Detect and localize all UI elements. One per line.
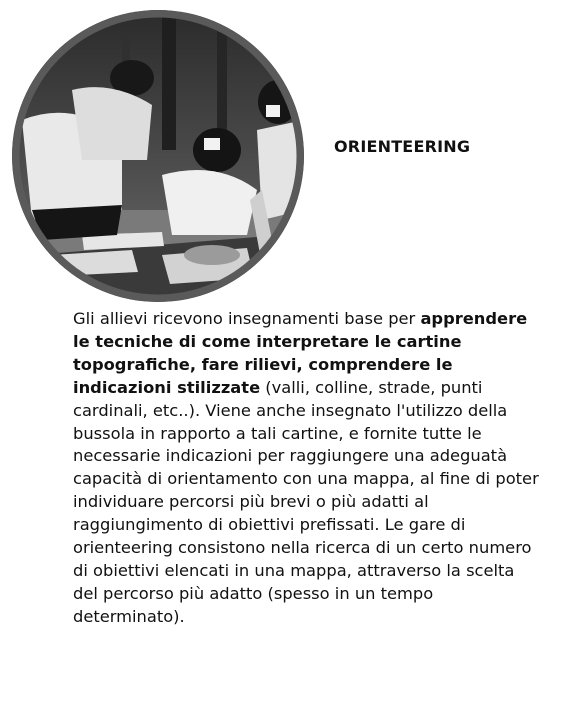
description-paragraph (73, 308, 543, 629)
description-bold: apprendere le tecniche di come interpretare le cartine topografiche, fare rilievi, comprendere le indicazioni stilizzate (73, 309, 528, 397)
orienteering-photo-image (12, 10, 304, 302)
description-rest: (valli, colline, strade, punti cardinali, etc..). Viene anche insegnato l'utilizzo della bussola in rapporto a tali cartine, e fornite tutte le necessarie indicazioni per raggiungere una adeguatà capacità di orientamento con una mappa, al fine di poter individuare percorsi più brevi o più adatti al raggiungimento di obiettivi prefissati. Le gare di orienteering consistono nella ricerca di un certo numero di obiettivi elencati in una mappa, attraverso la scelta del percorso più adatto (spesso in un tempo determinato). (73, 377, 539, 626)
orienteering-photo (12, 10, 304, 302)
description-intro: Gli allievi ricevono insegnamenti base per (73, 309, 421, 328)
section-heading: ORIENTEERING (334, 137, 471, 156)
